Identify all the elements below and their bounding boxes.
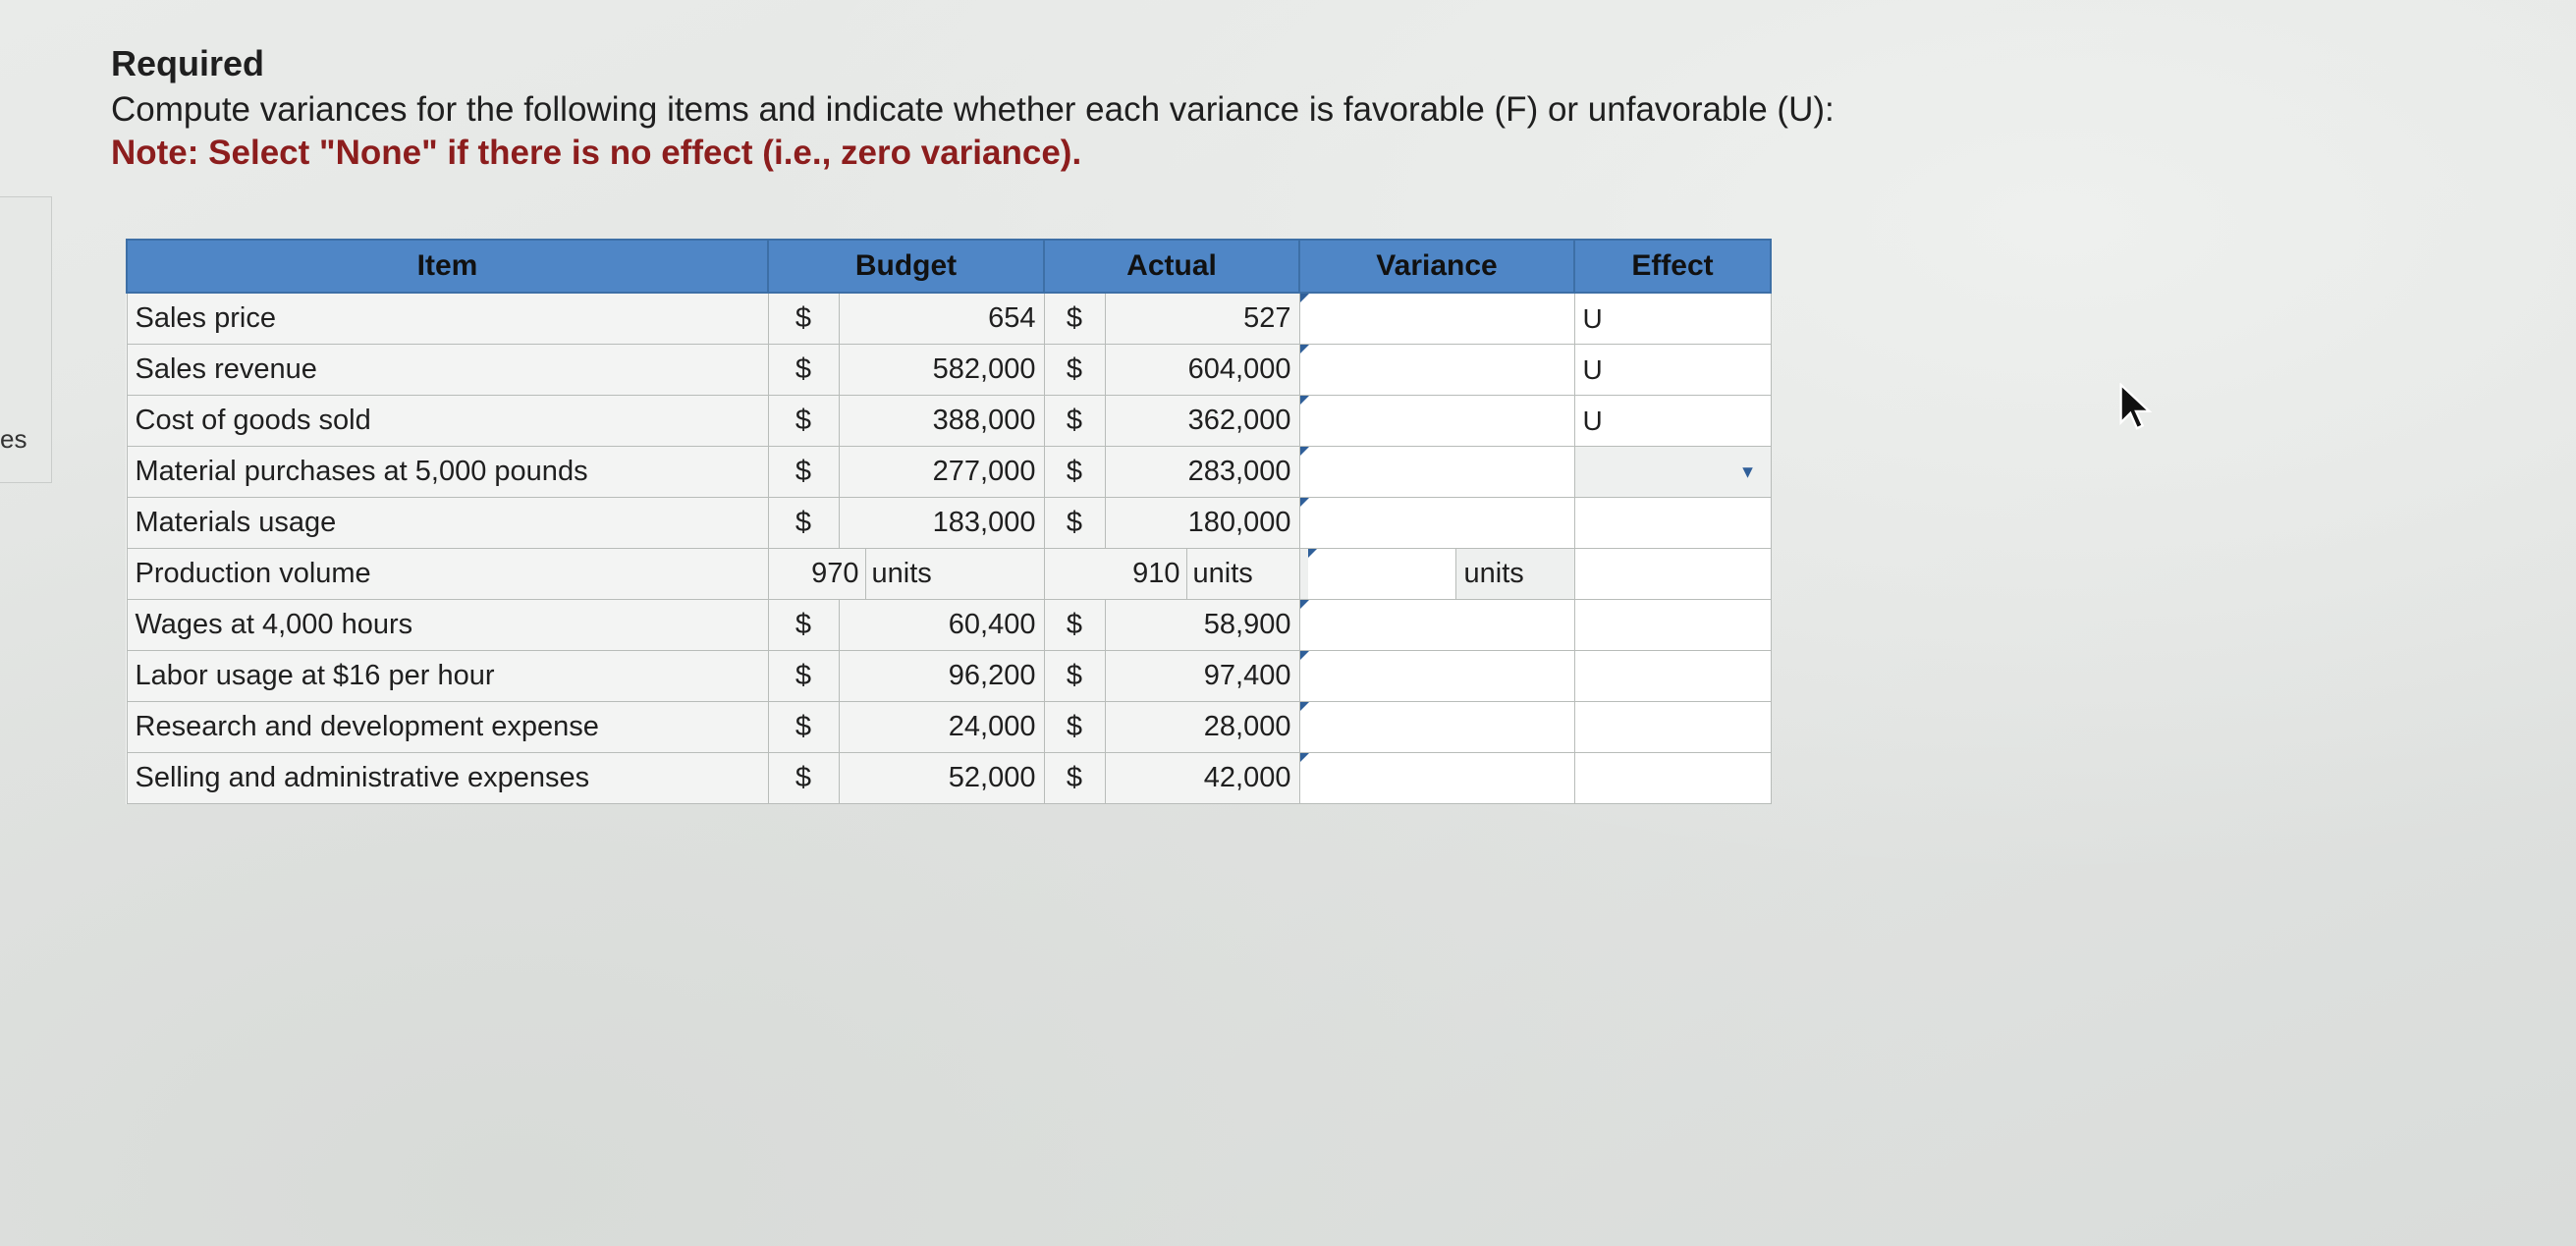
item-label: Material purchases at 5,000 pounds [127, 447, 768, 498]
item-label: Cost of goods sold [127, 396, 768, 447]
budget-currency: $ [768, 293, 839, 345]
table-header-row [127, 240, 1771, 293]
input-corner-marker [1300, 651, 1309, 660]
item-label: Selling and administrative expenses [127, 753, 768, 804]
table-row [127, 753, 1771, 804]
mouse-pointer-icon [2116, 383, 2156, 432]
table-row [127, 651, 1771, 702]
item-label: Production volume [127, 549, 768, 600]
column-header-actual: Actual [1044, 240, 1299, 293]
budget-value: 60,400 [839, 600, 1044, 651]
variance-units-cell [1299, 549, 1574, 600]
budget-value: 52,000 [839, 753, 1044, 804]
effect-select[interactable] [1574, 498, 1771, 549]
actual-currency: $ [1044, 753, 1105, 804]
budget-currency: $ [768, 702, 839, 753]
instruction-text: Compute variances for the following items and indicate whether each variance is favorable (F) or unfavorable (U): [111, 90, 1835, 129]
actual-currency: $ [1044, 651, 1105, 702]
budget-value: 654 [839, 293, 1044, 345]
budget-units-label: units [871, 558, 932, 589]
column-header-budget: Budget [768, 240, 1044, 293]
item-label: Sales price [127, 293, 768, 345]
variance-input[interactable] [1299, 600, 1574, 651]
actual-value: 527 [1105, 293, 1299, 345]
item-label: Wages at 4,000 hours [127, 600, 768, 651]
actual-currency: $ [1044, 293, 1105, 345]
effect-select[interactable] [1574, 600, 1771, 651]
actual-currency: $ [1044, 447, 1105, 498]
budget-value: 388,000 [839, 396, 1044, 447]
actual-value: 362,000 [1105, 396, 1299, 447]
budget-units-cell [768, 549, 1044, 600]
input-corner-marker [1300, 447, 1309, 456]
effect-selected-value: U [1582, 353, 1603, 385]
input-corner-marker [1300, 345, 1309, 353]
budget-units-value: 970 [777, 549, 866, 599]
table-row [127, 498, 1771, 549]
variance-table [126, 239, 1772, 804]
budget-currency: $ [768, 396, 839, 447]
required-heading: Required [111, 43, 265, 83]
variance-input[interactable] [1299, 396, 1574, 447]
budget-value: 277,000 [839, 447, 1044, 498]
actual-value: 180,000 [1105, 498, 1299, 549]
actual-currency: $ [1044, 702, 1105, 753]
variance-input[interactable] [1299, 753, 1574, 804]
table-row [127, 345, 1771, 396]
budget-value: 582,000 [839, 345, 1044, 396]
actual-currency: $ [1044, 345, 1105, 396]
budget-currency: $ [768, 345, 839, 396]
budget-currency: $ [768, 498, 839, 549]
effect-select[interactable] [1574, 293, 1771, 345]
table-row [127, 702, 1771, 753]
actual-units-value: 910 [1053, 549, 1187, 599]
budget-value: 24,000 [839, 702, 1044, 753]
variance-input[interactable] [1299, 447, 1574, 498]
effect-select[interactable] [1574, 702, 1771, 753]
actual-value: 97,400 [1105, 651, 1299, 702]
item-label: Research and development expense [127, 702, 768, 753]
column-header-effect: Effect [1574, 240, 1771, 293]
actual-currency: $ [1044, 600, 1105, 651]
table-row [127, 549, 1771, 600]
input-corner-marker [1300, 753, 1309, 762]
item-label: Labor usage at $16 per hour [127, 651, 768, 702]
budget-currency: $ [768, 753, 839, 804]
budget-currency: $ [768, 447, 839, 498]
variance-input[interactable] [1299, 702, 1574, 753]
budget-value: 183,000 [839, 498, 1044, 549]
actual-value: 58,900 [1105, 600, 1299, 651]
input-corner-marker [1300, 498, 1309, 507]
item-label: Materials usage [127, 498, 768, 549]
actual-units-label: units [1192, 558, 1253, 589]
actual-currency: $ [1044, 498, 1105, 549]
input-corner-marker [1300, 600, 1309, 609]
chevron-down-icon[interactable]: ▼ [1738, 461, 1757, 481]
input-corner-marker [1300, 396, 1309, 405]
actual-value: 604,000 [1105, 345, 1299, 396]
column-header-variance: Variance [1299, 240, 1574, 293]
effect-select[interactable] [1574, 345, 1771, 396]
actual-value: 42,000 [1105, 753, 1299, 804]
variance-input[interactable] [1299, 651, 1574, 702]
budget-value: 96,200 [839, 651, 1044, 702]
effect-selected-value: U [1582, 302, 1603, 334]
table-row [127, 396, 1771, 447]
input-corner-marker [1300, 294, 1309, 302]
actual-value: 28,000 [1105, 702, 1299, 753]
effect-select[interactable] [1574, 447, 1771, 498]
note-text: Note: Select "None" if there is no effect (i.e., zero variance). [111, 134, 1082, 172]
budget-currency: $ [768, 651, 839, 702]
actual-value: 283,000 [1105, 447, 1299, 498]
effect-selected-value: U [1582, 405, 1603, 436]
actual-units-cell [1044, 549, 1299, 600]
column-header-item: Item [127, 240, 768, 293]
effect-select[interactable] [1574, 651, 1771, 702]
effect-select[interactable] [1574, 396, 1771, 447]
budget-currency: $ [768, 600, 839, 651]
item-label: Sales revenue [127, 345, 768, 396]
variance-input[interactable] [1299, 345, 1574, 396]
question-header [111, 43, 2075, 173]
table-row [127, 293, 1771, 345]
variance-input[interactable] [1299, 498, 1574, 549]
effect-select[interactable] [1574, 753, 1771, 804]
table-row [127, 447, 1771, 498]
side-panel-label: es [0, 424, 27, 454]
variance-units-label: units [1463, 558, 1524, 589]
effect-select[interactable] [1574, 549, 1771, 600]
table-row [127, 600, 1771, 651]
variance-input[interactable] [1299, 293, 1574, 345]
actual-currency: $ [1044, 396, 1105, 447]
input-corner-marker [1300, 702, 1309, 711]
input-corner-marker [1308, 549, 1317, 558]
variance-input[interactable] [1308, 549, 1456, 599]
